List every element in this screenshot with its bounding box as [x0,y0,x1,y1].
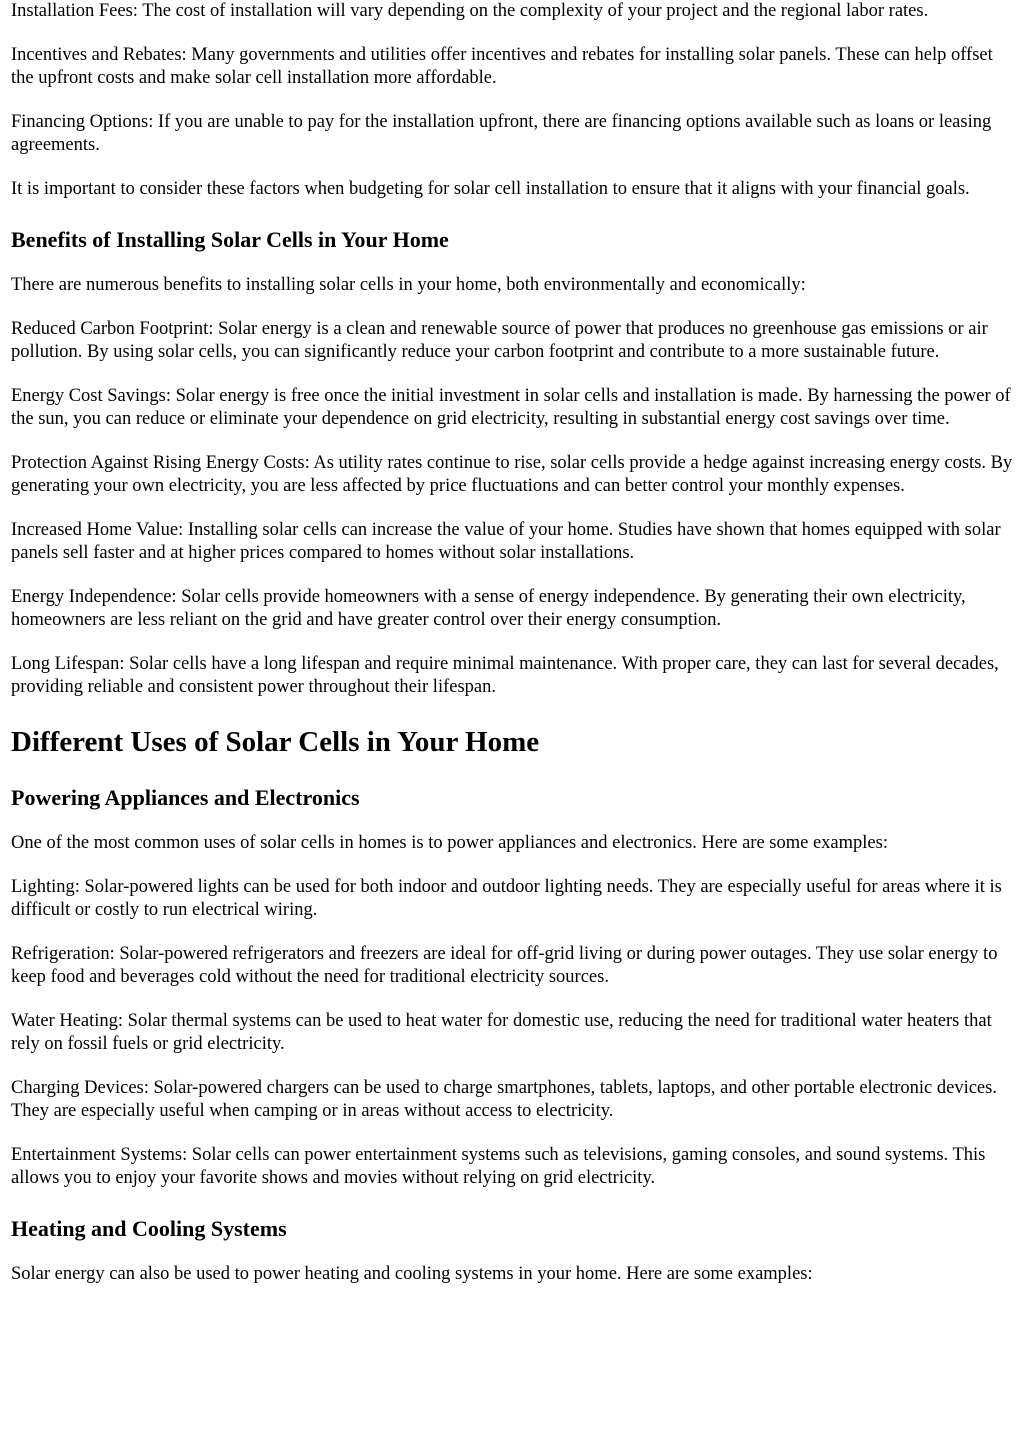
paragraph-refrigeration: Refrigeration: Solar-powered refrigerators and freezers are ideal for off-grid living or during power outages. They use solar energy to keep food and beverages cold without the need for traditional electricity sources. [11,944,998,987]
paragraph-entertainment: Entertainment Systems: Solar cells can power entertainment systems such as televisions, gaming consoles, and sound systems. This allows you to enjoy your favorite shows and movies without relying on grid electricity. [11,1145,986,1188]
paragraph-reduced-carbon: Reduced Carbon Footprint: Solar energy is a clean and renewable source of power that produces no greenhouse gas emissions or air pollution. By using solar cells, you can significantly reduce your carbon footprint and contribute to a more sustainable future. [11,319,988,362]
paragraph-heating-intro: Solar energy can also be used to power heating and cooling systems in your home. Here are some examples: [11,1264,813,1284]
paragraph-charging-devices: Charging Devices: Solar-powered chargers can be used to charge smartphones, tablets, laptops, and other portable electronic devices. They are especially useful when camping or in areas without access to electricity. [11,1078,997,1121]
paragraph-installation-fees: Installation Fees: The cost of installation will vary depending on the complexity of your project and the regional labor rates. [11,1,929,21]
paragraph-financing-options: Financing Options: If you are unable to pay for the installation upfront, there are financing options available such as loans or leasing agreements. [11,112,992,155]
paragraph-home-value: Increased Home Value: Installing solar cells can increase the value of your home. Studies have shown that homes equipped with solar panels sell faster and at higher prices compared to homes without solar installations. [11,520,1001,563]
paragraph-long-lifespan: Long Lifespan: Solar cells have a long lifespan and require minimal maintenance. With proper care, they can last for several decades, providing reliable and consistent power throughout their lifespan. [11,654,999,697]
paragraph-cost-savings: Energy Cost Savings: Solar energy is free once the initial investment in solar cells and installation is made. By harnessing the power of the sun, you can reduce or eliminate your dependence on grid electricity, resulting in substantial energy cost savings over time. [11,386,1011,429]
paragraph-budgeting-note: It is important to consider these factors when budgeting for solar cell installation to ensure that it aligns with your financial goals. [11,179,970,199]
heading-powering-appliances: Powering Appliances and Electronics [11,785,360,810]
paragraph-rising-costs: Protection Against Rising Energy Costs: As utility rates continue to rise, solar cells provide a hedge against increasing energy costs. By generating your own electricity, you are less affected by price fluctuations and can better control your monthly expenses. [11,453,1013,496]
heading-heating-cooling: Heating and Cooling Systems [11,1216,287,1241]
paragraph-incentives-rebates: Incentives and Rebates: Many governments and utilities offer incentives and rebates for installing solar panels. These can help offset the upfront costs and make solar cell installation more affordable. [11,45,993,88]
paragraph-benefits-intro: There are numerous benefits to installing solar cells in your home, both environmentally and economically: [11,275,806,295]
paragraph-energy-independence: Energy Independence: Solar cells provide homeowners with a sense of energy independence. By generating their own electricity, homeowners are less reliant on the grid and have greater control over their energy consumption. [11,587,966,630]
heading-different-uses: Different Uses of Solar Cells in Your Home [11,726,540,758]
paragraph-water-heating: Water Heating: Solar thermal systems can be used to heat water for domestic use, reducing the need for traditional water heaters that rely on fossil fuels or grid electricity. [11,1011,992,1054]
paragraph-lighting: Lighting: Solar-powered lights can be used for both indoor and outdoor lighting needs. They are especially useful for areas where it is difficult or costly to run electrical wiring. [11,877,1002,920]
paragraph-appliances-intro: One of the most common uses of solar cells in homes is to power appliances and electronics. Here are some examples: [11,833,888,853]
heading-benefits: Benefits of Installing Solar Cells in Your Home [11,227,449,252]
